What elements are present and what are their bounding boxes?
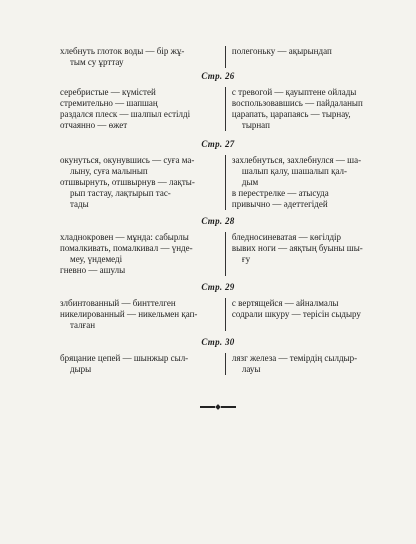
entry-line: тады bbox=[70, 199, 89, 209]
entry-line: бледносиневатая — көгілдір bbox=[231, 232, 342, 242]
right-column bbox=[226, 298, 376, 331]
left-column bbox=[60, 155, 226, 210]
section-page-27 bbox=[60, 138, 376, 210]
entry-line: талған bbox=[70, 320, 96, 330]
entry-line: серебристые — күмістей bbox=[60, 87, 156, 97]
page-header: Стр. 26 bbox=[201, 71, 235, 81]
entry-line: никелированный — никельмен қап- bbox=[60, 309, 198, 319]
left-column bbox=[60, 87, 226, 131]
left-column bbox=[60, 46, 226, 68]
entry-line: привычно — әдеттегідей bbox=[231, 199, 328, 209]
entry-line: рып тастау, лақтырып тас- bbox=[70, 188, 171, 198]
page-header: Стр. 27 bbox=[201, 139, 235, 149]
entry-line: помалкивать, помалкивал — үнде- bbox=[60, 243, 193, 253]
section-page-29 bbox=[60, 281, 376, 331]
page-header: Стр. 30 bbox=[201, 337, 235, 347]
entry-line: стремительно — шапшаң bbox=[60, 98, 158, 108]
left-column bbox=[60, 232, 226, 276]
entry-line: лауы bbox=[241, 364, 261, 374]
entry-line: захлебнуться, захлебнулся — ша- bbox=[231, 155, 362, 165]
left-column bbox=[60, 298, 226, 331]
end-ornament bbox=[200, 405, 236, 409]
section-page-28 bbox=[60, 215, 376, 276]
right-column bbox=[226, 46, 376, 68]
section-page-25-continued bbox=[60, 46, 376, 68]
entry-line: отшвырнуть, отшвырнув — лақты- bbox=[60, 177, 195, 187]
entry-line: шалып қалу, шашалып қал- bbox=[241, 166, 348, 176]
entry-line: хлебнуть глоток воды — бір жұ- bbox=[60, 46, 185, 56]
entry-line: вывих ноги — аяқтың буыны шы- bbox=[231, 243, 363, 253]
entry-line: отчаянно — өжет bbox=[60, 120, 128, 130]
entry-line: тырнап bbox=[241, 120, 270, 130]
entry-line: в перестрелке — атысуда bbox=[231, 188, 329, 198]
section-page-26 bbox=[60, 70, 376, 131]
entry-line: окунуться, окунувшись — суға ма- bbox=[60, 155, 195, 165]
entry-line: хладнокровен — мұнда: сабырлы bbox=[60, 232, 189, 242]
entry-line: полегоньку — ақырындап bbox=[231, 46, 332, 56]
entry-line: дым bbox=[241, 177, 259, 187]
right-column bbox=[226, 155, 376, 210]
entry-line: бряцание цепей — шынжыр сыл- bbox=[60, 353, 189, 363]
entry-line: гневно — ашулы bbox=[60, 265, 126, 275]
entry-line: раздался плеск — шалпыл естілді bbox=[60, 109, 191, 119]
entry-line: лязг железа — темірдің сылдыр- bbox=[231, 353, 358, 363]
page-header: Стр. 28 bbox=[201, 216, 235, 226]
right-column bbox=[226, 232, 376, 276]
page-header: Стр. 29 bbox=[201, 282, 235, 292]
entry-line: содрали шкуру — терісін сыдыру bbox=[231, 309, 361, 319]
entry-line: меу, үндемеді bbox=[70, 254, 123, 264]
ornament-line bbox=[221, 406, 236, 408]
ornament-line bbox=[200, 406, 215, 408]
entry-line: с вертящейся — айналмалы bbox=[231, 298, 339, 308]
section-page-30 bbox=[60, 336, 376, 375]
entry-line: лыну, суға малынып bbox=[70, 166, 148, 176]
entry-line: злбинтованный — бинттелген bbox=[60, 298, 176, 308]
entry-line: воспользовавшись — пайдаланып bbox=[231, 98, 363, 108]
entry-line: тым су ұрттау bbox=[70, 57, 124, 67]
left-column bbox=[60, 353, 226, 375]
right-column bbox=[226, 353, 376, 375]
entry-line: с тревогой — қауыптене ойлады bbox=[231, 87, 357, 97]
entry-line: дыры bbox=[70, 364, 92, 374]
ornament-diamond bbox=[215, 404, 221, 410]
right-column bbox=[226, 87, 376, 131]
entry-line: царапать, царапаясь — тырнау, bbox=[231, 109, 351, 119]
entry-line: ғу bbox=[241, 254, 251, 264]
